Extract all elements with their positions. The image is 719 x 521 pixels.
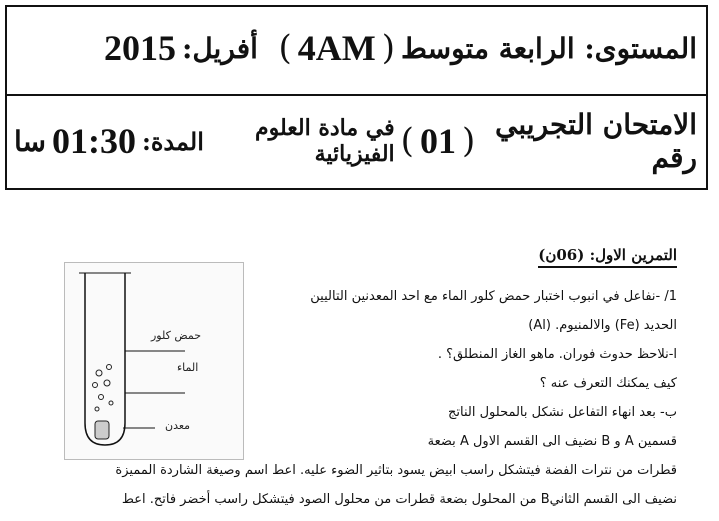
header-divider bbox=[5, 94, 708, 96]
duration-group bbox=[14, 120, 204, 162]
level-group: المستوى: الرابعة متوسط ( 4AM ) bbox=[278, 28, 697, 68]
level-label: المستوى: الرابعة متوسط bbox=[401, 31, 697, 65]
exercise-title: التمرين الاول: (06ن) bbox=[538, 246, 677, 268]
exercise-line: الحديد (Fe) والالمنيوم. (Al) bbox=[528, 318, 677, 333]
exercise-line: نضيف الى القسم الثانيB من المحلول بضعة قطرات من محلول الصود فيتشكل راسب أخضر فاتح. اعط bbox=[121, 492, 677, 507]
duration-label: المدة: bbox=[142, 126, 204, 156]
exercise-line: 1/ -نفاعل في انبوب اختبار حمض كلور الماء مع احد المعدنين التاليين bbox=[310, 289, 677, 304]
header-row-level bbox=[14, 18, 697, 78]
date-label: أفريل: bbox=[182, 31, 258, 65]
exercise-line: كيف يمكنك التعرف عنه ؟ bbox=[539, 376, 677, 391]
figure-label-acid: حمض كلور bbox=[151, 329, 202, 342]
exercise-line: قطرات من نترات الفضة فيتشكل راسب ابيض يسود بتاثير الضوء عليه. اعط اسم وصيغة الشاردة المميزة bbox=[115, 463, 677, 478]
exam-label: الامتحان التجريبي رقم bbox=[495, 108, 697, 174]
year-value: 2015 bbox=[104, 28, 176, 68]
exercise-line: ا-نلاحظ حدوث فوران. ماهو الغاز المنطلق؟ . bbox=[437, 347, 677, 362]
exercise-line: ب- بعد انهاء التفاعل نشكل بالمحلول الناتج bbox=[448, 405, 677, 420]
test-tube-drawing bbox=[65, 263, 243, 459]
figure-label-metal: معدن bbox=[165, 419, 191, 432]
figure-label-water: الماء bbox=[177, 361, 199, 374]
header-row-exam bbox=[14, 108, 697, 174]
test-tube-figure bbox=[64, 262, 244, 460]
exam-group: الامتحان التجريبي رقم ( 01 ) في مادة العلوم الفيزيائية bbox=[204, 108, 697, 174]
exam-number: 01 bbox=[419, 121, 456, 161]
duration-value: 01:30 bbox=[52, 121, 136, 161]
subject-label: في مادة العلوم الفيزيائية bbox=[254, 115, 395, 167]
level-code: 4AM bbox=[297, 28, 376, 68]
date-group bbox=[104, 27, 258, 69]
exercise-line: قسمين A و B نضيف الى القسم الاول A بضعة bbox=[427, 434, 677, 449]
duration-unit: سا bbox=[14, 124, 46, 158]
